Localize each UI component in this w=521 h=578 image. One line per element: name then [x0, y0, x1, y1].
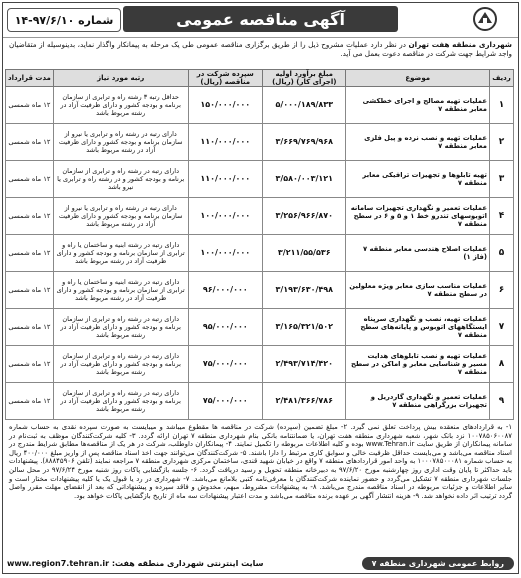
- row-amount: ۳/۱۶۵/۳۲۱/۵۰۲: [263, 309, 346, 346]
- ad-number: شماره ۹۷/۶/۱۰-۱۴: [7, 8, 121, 32]
- col-header-subject: موضوع: [346, 70, 490, 87]
- row-subject: عملیات تعمیر و نگهداری تجهیزات سامانه اتوبوسهای تندرو خط ۱ و ۵ و ۶ در سطح منطقه ۷: [346, 198, 490, 235]
- header: [3, 3, 518, 38]
- row-amount: ۳/۱۹۳/۶۳۰/۴۹۸: [263, 272, 346, 309]
- row-deposit: ۹۶/۰۰۰/۰۰۰: [188, 272, 263, 309]
- row-grade: دارای رتبه در رشته راه و ترابری از سازمان برنامه و بودجه کشور و دارای ظرفیت آزاد در رشته مربوط باشد: [53, 346, 188, 383]
- row-number: ۲: [489, 124, 513, 161]
- table-header-row: [6, 70, 514, 87]
- intro-text: در نظر دارد عملیات مشروح ذیل را از طریق برگزاری مناقصه عمومی طی یک مرحله به پیمانکار واگذار نماید، بدینوسیله از متقاضیان واجد شرایط جهت شرکت در مناقصه دعوت بعمل می آید.: [9, 40, 512, 58]
- conditions-paragraph: [3, 420, 518, 567]
- row-grade: دارای رتبه در رشته راه و ترابری از سازمان برنامه و بودجه کشور و در رشته راه و ترابری یا نیرو باشد: [53, 161, 188, 198]
- footer: [7, 555, 514, 571]
- row-number: ۸: [489, 346, 513, 383]
- condition-item: ۳- کلیه شرکت‌کنندگان موظف به ثبت‌نام در سامانه پیمانکاران از طریق سایت www.Tehran.ir بوده و کلیه اطلاعات مربوطه را تکمیل نمایند. ۴- پیمانکاران داوطلب، شرکت در هر یک از مناقصه‌ها مطابق شرایط مندرج در اسناد مناقصه می‌باشد و می‌بایست حداقل ظرفیت خالی و سوابق کاری مرتبط را دارا باشند.: [9, 431, 512, 457]
- row-term: ۱۲ ماه شمسی: [6, 87, 54, 124]
- row-deposit: ۱۱۰/۰۰۰/۰۰۰: [188, 161, 263, 198]
- row-number: ۱: [489, 87, 513, 124]
- row-subject: عملیات تهیه و نصب تابلوهای هدایت مسیر و شناسایی معابر و اماکن در سطح منطقه ۷: [346, 346, 490, 383]
- row-term: ۱۲ ماه شمسی: [6, 383, 54, 420]
- condition-item: ۸- به پیشنهادات مشروط، مبهم، مخدوش و فاقد سپرده و پیشنهاداتی که بعد از انقضای مهلت مقرر واصل گردد ترتیب اثر داده نخواهد شد. ۹- هزینه انتشار آگهی بر عهده برنده مناقصه می‌باشد و مدت اعتبار پیشنهادات سه ماه از تاریخ بازگشایی پاکات خواهد بود.: [9, 483, 512, 500]
- row-subject: تهیه تابلوها و تجهیزات ترافیکی معابر منطقه ۷: [346, 161, 490, 198]
- row-term: ۱۲ ماه شمسی: [6, 235, 54, 272]
- row-amount: ۵/۰۰۰/۱۸۹/۸۳۳: [263, 87, 346, 124]
- col-header-number: ردیف: [489, 70, 513, 87]
- col-header-term: مدت قرارداد: [6, 70, 54, 87]
- row-grade: دارای رتبه در رشته ابنیه و ساختمان یا راه و ترابری از سازمان برنامه و بودجه کشور و دارای ظرفیت آزاد در رشته مربوط باشد: [53, 272, 188, 309]
- row-term: ۱۲ ماه شمسی: [6, 346, 54, 383]
- table-row: [6, 87, 514, 124]
- row-amount: ۲/۴۹۳/۷۱۴/۴۲۰: [263, 346, 346, 383]
- tender-table: [5, 69, 514, 420]
- table-row: [6, 124, 514, 161]
- table-row: [6, 198, 514, 235]
- row-number: ۵: [489, 235, 513, 272]
- row-amount: ۲/۴۸۱/۳۶۶/۷۸۶: [263, 383, 346, 420]
- row-amount: ۳/۲۱۱/۵۵/۵۳۶: [263, 235, 346, 272]
- row-deposit: ۹۵/۰۰۰/۰۰۰: [188, 309, 263, 346]
- row-grade: دارای رتبه در رشته راه و ترابری از سازمان برنامه و بودجه کشور و دارای ظرفیت آزاد در رشته مربوط باشد: [53, 383, 188, 420]
- row-number: ۹: [489, 383, 513, 420]
- condition-item: ۵- شرکت‌کنندگان می‌توانند جهت اخذ اسناد مناقصه پس از واریز مبلغ ۴۰۰/۰۰۰ ریال به حساب شماره ۱۰۰۰۷۸۵۰۰۰۸۱ به واحد امور قراردادهای منطقه ۷ واقع در خیابان شهید قندی، ساختمان مرکزی شهرداری منطقه ۷ مراجعه نمایند (تلفن ۸۸۸۴۵۹۰۶). پیشنهادات باید حداکثر تا پایان وقت اداری روز چهارشنبه مورخ ۹۷/۶/۲۰ به دبیرخانه منطقه تحویل و رسید دریافت گردد.: [9, 448, 513, 474]
- row-number: ۷: [489, 309, 513, 346]
- row-subject: عملیات تهیه، نصب و نگهداری سرپناه ایستگاههای اتوبوس و پایانه‌های سطح منطقه ۷: [346, 309, 490, 346]
- condition-item: ۱- به قراردادهای منعقده بیش پرداخت تعلق نمی گیرد. ۲- مبلغ تضمین (سپرده) شرکت در مناقصه ها مقطوع میباشد و میبایست به صورت سپرده نقدی به حساب شماره ۱۰۰۷۸۵۰۶۰۰۸۷ نزد بانک شهر، شعبه شهرداری منطقه هفت تهران، یا ضمانتنامه بانکی بنام شهرداری منطقه ۷ تهران ارائه گردد.: [9, 423, 513, 440]
- tender-advertisement: [2, 2, 519, 574]
- table-row: [6, 272, 514, 309]
- table-row: [6, 235, 514, 272]
- row-grade: دارای رتبه در رشته راه و ترابری از سازمان برنامه و بودجه کشور و دارای ظرفیت آزاد در رشته مربوط باشد: [53, 309, 188, 346]
- row-term: ۱۲ ماه شمسی: [6, 198, 54, 235]
- row-grade: دارای رتبه در رشته ابنیه و ساختمان یا راه و ترابری از سازمان برنامه و بودجه کشور و دارای ظرفیت آزاد در رشته مربوط باشد: [53, 235, 188, 272]
- table-row: [6, 161, 514, 198]
- col-header-amount: مبلغ برآورد اولیه (اجرای کار) (ریال): [263, 70, 346, 87]
- table-row: [6, 346, 514, 383]
- col-header-grade: رتبه مورد نیاز: [53, 70, 188, 87]
- row-term: ۱۲ ماه شمسی: [6, 124, 54, 161]
- intro-paragraph: [3, 38, 518, 69]
- row-grade: دارای رتبه در رشته راه و ترابری یا نیرو از سازمان برنامه و بودجه کشور و دارای ظرفیت آزاد در رشته مربوط باشد: [53, 198, 188, 235]
- row-grade: دارای رتبه در رشته راه و ترابری یا نیرو از سازمان برنامه و بودجه کشور و دارای ظرفیت آزاد در رشته مربوط باشد: [53, 124, 188, 161]
- row-number: ۶: [489, 272, 513, 309]
- row-deposit: ۱۰۰/۰۰۰/۰۰۰: [188, 198, 263, 235]
- row-grade: حداقل رتبه ۳ رشته راه و ترابری از سازمان برنامه و بودجه کشور و دارای ظرفیت آزاد در رشته مربوط باشد: [53, 87, 188, 124]
- row-subject: عملیات اصلاح هندسی معابر منطقه ۷ (فاز ۱): [346, 235, 490, 272]
- row-deposit: ۷۵/۰۰۰/۰۰۰: [188, 346, 263, 383]
- row-term: ۱۲ ماه شمسی: [6, 161, 54, 198]
- row-deposit: ۱۱۰/۰۰۰/۰۰۰: [188, 124, 263, 161]
- row-deposit: ۷۵/۰۰۰/۰۰۰: [188, 383, 263, 420]
- row-deposit: ۱۰۰/۰۰۰/۰۰۰: [188, 235, 263, 272]
- row-subject: عملیات مناسب سازی معابر ویژه معلولین در سطح منطقه ۷: [346, 272, 490, 309]
- row-subject: عملیات تهیه مصالح و اجرای خطکشی معابر منطقه ۷: [346, 87, 490, 124]
- municipality-logo-icon: [458, 5, 512, 35]
- row-number: ۴: [489, 198, 513, 235]
- public-relations-label: روابط عمومی شهرداری منطقه ۷: [362, 557, 514, 570]
- intro-lead: شهرداری منطقه هفت تهران: [408, 40, 512, 49]
- row-amount: ۳/۶۶۹/۷۶۹/۹۶۸: [263, 124, 346, 161]
- website-link[interactable]: سایت اینترنتی شهرداری منطقه هفت: www.region7.tehran.ir: [7, 558, 264, 568]
- col-header-deposit: سپرده شرکت در مناقصه (ریال): [188, 70, 263, 87]
- row-subject: عملیات تعمیر و نگهداری گاردریل و تجهیزات بزرگراهی منطقه ۷: [346, 383, 490, 420]
- page-title: آگهی مناقصه عمومی: [123, 6, 398, 32]
- row-amount: ۳/۲۵۶/۹۶۶/۸۷۰: [263, 198, 346, 235]
- row-number: ۳: [489, 161, 513, 198]
- row-term: ۱۲ ماه شمسی: [6, 309, 54, 346]
- row-amount: ۳/۵۸۰/۰۰۳/۱۲۱: [263, 161, 346, 198]
- row-subject: عملیات تهیه و نصب نرده و پیل فلزی معابر منطقه ۷: [346, 124, 490, 161]
- row-deposit: ۱۵۰/۰۰۰/۰۰۰: [188, 87, 263, 124]
- table-row: [6, 309, 514, 346]
- table-row: [6, 383, 514, 420]
- row-term: ۱۲ ماه شمسی: [6, 272, 54, 309]
- condition-item: ۶- جلسه بازگشایی پاکات روز شنبه مورخ ۹۷/۶/۲۴ در محل سالن جلسات شهرداری منطقه ۷ تشکیل می‌گردد و حضور نماینده شرکت‌کنندگان با معرفی‌نامه کتبی بلامانع می‌باشد. ۷- شهرداری در رد یا قبول یک یا کلیه پیشنهادات مختار است و سایر اطلاعات و جزئیات مربوطه در اسناد مناقصه مندرج می‌باشد.: [9, 465, 512, 492]
